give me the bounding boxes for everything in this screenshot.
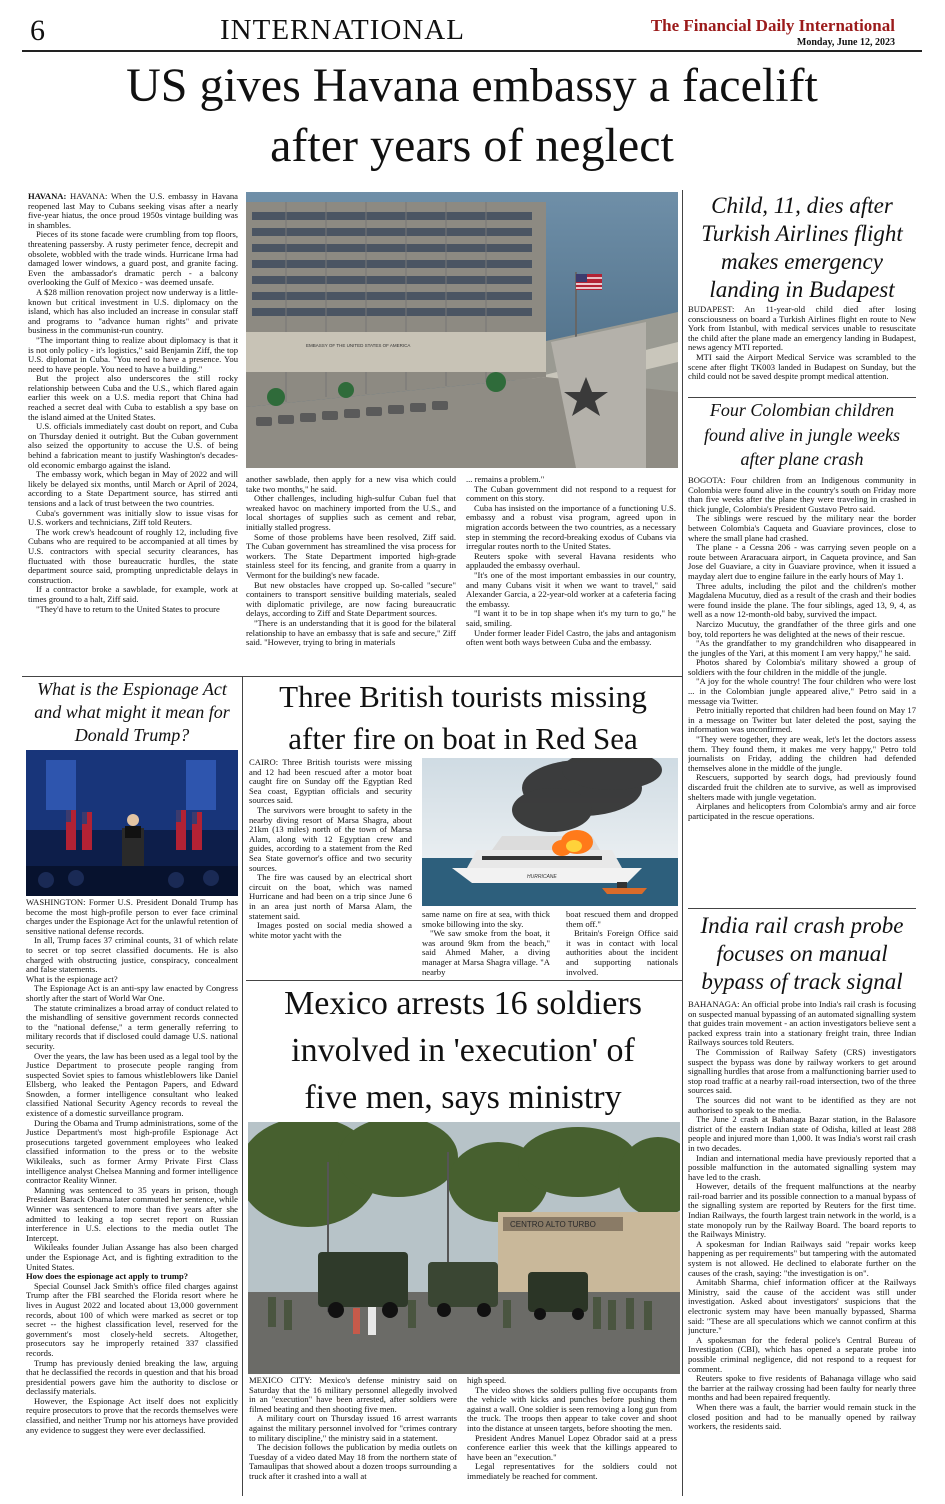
colombia-paragraph: Rescuers, supported by search dogs, had previously found discarded fruit the children ate to survive, as well as improvised shelters made with jungle vegetation. bbox=[688, 772, 916, 802]
espionage-subhead: What is the espionage act? bbox=[26, 973, 118, 984]
havana-paragraph: "The important thing to realize about diplomacy is that it is not only policy - it's logistics," said Benjamin Ziff, the top U.S. diplomat in Cuba. "You need to have a presence. You need to have people. You need to have a building." bbox=[28, 334, 238, 374]
turkish-paragraph: MTI said the Airport Medical Service was scrambled to the scene after flight TK003 landed in Budapest on Sunday, but the child could not be saved despite prompt medical attention. bbox=[688, 351, 916, 382]
boat-name-text: HURRICANE bbox=[527, 874, 557, 880]
havana-column-2 bbox=[246, 475, 456, 674]
india-paragraph: Reuters spoke to five residents of Bahanaga village who said the barrier at the railway crossing had been faulty for nearly three months and had been repaired frequently. bbox=[688, 1373, 916, 1403]
havana-headline-line-1: US gives Havana embassy a facelift bbox=[126, 59, 818, 112]
havana-headline bbox=[22, 56, 922, 176]
colombia-paragraph: The siblings were rescued by the military near the border between Colombia's Caqueta and Guaviare provinces, close to where the small plane had crashed. bbox=[688, 513, 916, 543]
havana-paragraph: Other challenges, including high-sulfur Cuban fuel that wreaked havoc on machinery imported from the U.S., and local shortages of supplies such as cement and rebar, initially stalled progress. bbox=[246, 493, 456, 532]
mexico-paragraph: The decision follows the publication by media outlets on Tuesday of a video dated May 18 from the northern state of Tamaulipas that showed about a dozen troops surrounding a truck after it crashed into a wall at bbox=[249, 1442, 457, 1481]
havana-paragraph: U.S. officials immediately cast doubt on report, and Cuba on Thursday denied it outright. But the Cuban government also seized the opportunity to accuse the U.S. of being behind a fabrication meant to justify Washington's decades-old economic embargo against the island. bbox=[28, 421, 238, 470]
india-paragraph: BAHANAGA: An official probe into India's rail crash is focusing on suspected manual bypassing of an automated signalling system that guides train movement - an action investigators believe sent a packed express train into a stationary freight train, three Indian Railways sources told Reuters. bbox=[688, 1000, 916, 1048]
redsea-headline-line-1: Three British tourists missing bbox=[279, 679, 647, 714]
redsea-column-1 bbox=[249, 758, 412, 980]
colombia-paragraph: "They were together, they are weak, let's let the doctors assess them. They found them, it makes me very happy," Petro told journalists on Friday, adding the children had defended themselves alone in the middle of the jungle. bbox=[688, 734, 916, 773]
india-paragraph: The Commission of Railway Safety (CRS) investigators suspect the bypass was done by railway workers to get around signalling hurdles that arose from a malfunctioning barrier used to stop road traffic at a nearby rail-road intersection, two of the three sources said. bbox=[688, 1046, 916, 1096]
havana-paragraph: The embassy work, which began in May of 2022 and will likely be delayed six months, until March or April of 2024, according to a State Department source, has stirred anti tensions and a lack of trust between the two countries. bbox=[28, 469, 238, 508]
section-title: INTERNATIONAL bbox=[220, 14, 465, 46]
espionage-paragraph: In all, Trump faces 37 criminal counts, 31 of which relate to secret or top secret classified documents. He is also charged with obstructing justice, conspiracy, concealment and false statements. bbox=[26, 935, 238, 975]
espionage-paragraph: During the Obama and Trump administrations, some of the Justice Department's most high-profile Espionage Act prosecutions targeted government employees who leaked classified information to the press or to the website Wikileaks, such as former Army Private First Class intelligence analyst Chelsea Manning and former intelligence contractor Reality Winner. bbox=[26, 1117, 238, 1186]
mexico-headline-line-3: five men, says ministry bbox=[304, 1079, 622, 1116]
india-paragraph: A spokesman for the federal police's Central Bureau of Investigation (CBI), which has opened a separate probe into possible criminal negligence, did not respond to a request for comment. bbox=[688, 1334, 916, 1374]
india-paragraph: Indian and international media have previously reported that a possible malfunction in the automated signalling system may have led to the crash. bbox=[688, 1152, 916, 1182]
india-paragraph: Amitabh Sharma, chief information officer at the Railways Ministry, said the cause of the accident was still under investigation. Asked about investigators' suspicions that the electronic system may have been manually bypassed, Sharma said: "These are all speculations which we cannot confirm at this juncture." bbox=[688, 1277, 916, 1336]
left-column-divider bbox=[242, 676, 243, 1496]
colombia-paragraph: Airplanes and helicopters from Colombia's army and air force participated in the rescue operations. bbox=[688, 801, 916, 821]
issue-date: Monday, June 12, 2023 bbox=[796, 37, 895, 48]
colombia-paragraph: Petro initially reported that children had been found on May 17 in a message on Twitter but later deleted the post, saying the information was unconfirmed. bbox=[688, 705, 916, 735]
header-rule bbox=[22, 50, 922, 52]
havana-paragraph: Under former leader Fidel Castro, the jabs and antagonism often went both ways between Cuba and the embassy. bbox=[466, 627, 676, 648]
espionage-paragraph: The statute criminalizes a broad array of conduct related to the mishandling of sensitive government records connected to the "national defense," a term generally referring to military records that if disclosed could damage U.S. national security. bbox=[26, 1002, 238, 1051]
mexico-column-2 bbox=[467, 1376, 677, 1496]
turkish-paragraph: BUDAPEST: An 11-year-old child died after losing consciousness on board a Turkish Airlines flight en route to New York from Istanbul, with medical services unable to resuscitate the child after the plane made an emergency landing in Budapest, news agency MTI reported. bbox=[688, 305, 916, 353]
havana-paragraph: Cuba has insisted on the importance of a functioning U.S. embassy and a robust visa program, agreed upon in migration accords between the two countries, as a necessary step in stemming the record-breaking exodus of Cubans via irregular routes north to the United States. bbox=[466, 502, 676, 552]
havana-paragraph: But the project also underscores the still rocky relationship between Cuba and the U.S., which flared again earlier this week on a U.S. media report that China had reached a secret deal with Cuba to establish a spy base on the island aimed at the United States. bbox=[28, 373, 238, 422]
colombia-paragraph: Photos shared by Colombia's military showed a group of soldiers with the four children in the middle of the jungle. bbox=[688, 657, 916, 677]
havana-paragraph: Pieces of its stone facade were crumbling from top floors, threatening passersby. A rusty perimeter fence, decrepit and obsolete, wobbled with the trade winds. Hurricane Irma had damaged lower windows, a guard post, and granite facing. Even the ambassador's dramatic perch - a balcony overlooking the Gulf of Mexico - was deemed unsafe. bbox=[28, 229, 238, 288]
espionage-photo bbox=[26, 750, 238, 896]
colombia-paragraph: "As the grandfather to my grandchildren who disappeared in the jungles of the Yari, at this moment I am very happy," he said. bbox=[688, 638, 916, 658]
mexico-paragraph: The video shows the soldiers pulling five occupants from the vehicle with kicks and punches before pushing them against a wall. One soldier is seen removing a long gun from the truck. The troops then appear to take cover and shoot into the distance at unseen targets, before shooting the men. bbox=[467, 1384, 677, 1433]
colombia-paragraph: The plane - a Cessna 206 - was carrying seven people on a route between Araracuara airport, in Caqueta province, and San Jose del Guaviare, a city in Guaviare province, when it issued a mayday alert due to engine failure in the early hours of May 1. bbox=[688, 542, 916, 581]
mexico-paragraph: A military court on Thursday issued 16 arrest warrants against the military personnel involved for "crimes contrary to military discipline," the ministry said in a statement. bbox=[249, 1413, 457, 1443]
havana-paragraph: "It's one of the most important embassies in our country, and many Cubans visit it when we want to travel," said Alexander Garcia, a 22-year-old worker at a cafeteria facing the embassy. bbox=[466, 569, 676, 609]
espionage-paragraph: The Espionage Act is an anti-spy law enacted by Congress shortly after the start of World War One. bbox=[26, 983, 238, 1003]
turkish-headline: Child, 11, dies after Turkish Airlines flight makes emergency landing in Budapest bbox=[701, 193, 903, 302]
mexico-headline-line-2: involved in 'execution' of bbox=[291, 1032, 635, 1069]
havana-paragraph: ... remains a problem." bbox=[466, 475, 545, 484]
havana-embassy-photo bbox=[246, 192, 678, 468]
colombia-article bbox=[688, 476, 916, 904]
havana-headline-line-2: after years of neglect bbox=[270, 119, 674, 172]
colombia-headline: Four Colombian children found alive in jungle weeks after plane crash bbox=[704, 400, 900, 469]
redsea-paragraph: Images posted on social media showed a white motor yacht with the bbox=[249, 920, 412, 940]
havana-paragraph: If a contractor broke a sawblade, for example, work at times ground to a halt, Ziff said. bbox=[28, 584, 238, 604]
havana-paragraph: Cuba's government was initially slow to issue visas for U.S. workers and technicians, Ziff told Reuters. bbox=[28, 507, 238, 528]
havana-paragraph: The Cuban government did not respond to a request for comment on this story. bbox=[466, 483, 676, 504]
mexico-paragraph: President Andres Manuel Lopez Obrador said at a press conference earlier this week that the killings appeared to have been an "execution." bbox=[467, 1432, 677, 1462]
paper-name: The Financial Daily International bbox=[650, 16, 895, 35]
havana-column-1: HAVANA: HAVANA: When the U.S. embassy in Havana reopened last May to Cubans seeking visas after a nearly five-year hiatus, the once proud 1950s vintage building was in shambles. Pieces of its stone facade were crumbling from top floors, threatening passersby. A rusty perimeter fence, decrepit and obsolete, wobbled with the trade winds. Hurricane Irma had damaged lower windows, a guard post, and granite facing. Even the ambassador's dramatic perch - a balcony overlooking the Gulf of Mexico - was deemed unsafe. A $28 million renovation project now underway is a little-known but critical investment in U.S. diplomacy on the island, which has also included an increase in consular staff and programs to "advance human rights" and private business in the communist-run country. "The important thing to realize about diplomacy is that it is not only policy - it's logistics," said Benjamin Ziff, the top U.S. diplomat in Cuba. "You need to have a presence. You need to have people. You need to have a building." But the project also underscores the still rocky relationship between Cuba and the U.S., which flared again earlier this week on a U.S. media report that China had reached a secret deal with Cuba to establish a spy base on the island aimed at the United States. U.S. officials immediately cast doubt on report, and Cuba on Thursday denied it outright. But the Cuban government also seized the opportunity to accuse the U.S. of being behind a fabrication meant to justify Washington's decades-old economic embargo against the island. The embassy work, which began in May of 2022 and will likely be delayed six months, until March or April of 2024, according to a State Department source, has stirred anti tensions and a lack of trust between the two countries. Cuba's government was initially slow to issue visas for U.S. workers and technicians, Ziff told Reuters. The work crew's headcount of roughly 12, including five Cubans who are required to be accompanied at all times by U.S. contractors with special security clearances, has fluctuated with those bureaucratic hurdles, the state department source said, prompting unpredictable delays in construction. If a contractor broke a sawblade, for example, work at times ground to a halt, Ziff said. "They'd have to return to the United States to procure bbox=[28, 192, 238, 614]
colombia-bottom-rule bbox=[688, 908, 916, 909]
mexico-headline bbox=[246, 980, 680, 1121]
redsea-boat-fire-photo bbox=[422, 758, 678, 906]
espionage-headline: What is the Espionage Act and what might it mean for Donald Trump? bbox=[34, 679, 230, 745]
india-paragraph: A spokesman for Indian Railways said "repair works keep happening as per requirements" but tampering with the automated system is not allowed. He declined to elaborate further on the causes of the crash, saying: "the investigation is on". bbox=[688, 1238, 916, 1278]
havana-paragraph: "They'd have to return to the United States to procure bbox=[36, 603, 220, 614]
turkish-article bbox=[688, 305, 916, 397]
india-article bbox=[688, 1000, 916, 1496]
havana-paragraph: Some of those problems have been resolved, Ziff said. The Cuban government has streamlined the visa process for workers. The State Department imported high-grade stainless steel for its fencing, and granite from a quarry in Vermont for the building's new facade. bbox=[246, 531, 456, 580]
havana-paragraph: HAVANA: When the U.S. embassy in Havana reopened last May to Cubans seeking visas after a nearly five-year hiatus, the once proud 1950s vintage building was in shambles. bbox=[28, 192, 238, 230]
havana-paragraph: The work crew's headcount of roughly 12, including five Cubans who are required to be accompanied at all times by U.S. contractors with special security clearances, has fluctuated with those bureaucratic hurdles, the state department source said, prompting unpredictable delays in construction. bbox=[28, 526, 238, 585]
redsea-headline bbox=[246, 676, 680, 760]
colombia-paragraph: "A joy for the whole country! The four children who were lost ... in the Colombian jungle appeared alive," Petro said in a message via Twitter. bbox=[688, 676, 916, 706]
espionage-paragraph: However, the Espionage Act itself does not explicitly require prosecutors to prove that the records themselves were classified, and neither Trump nor his attorneys have provided any evidence to suggest they were ever declassified. bbox=[26, 1395, 238, 1435]
redsea-paragraph: same name on fire at sea, with thick smoke billowing into the sky. bbox=[422, 910, 550, 929]
india-headline: India rail crash probe focuses on manual bypass of track signal bbox=[700, 913, 904, 994]
havana-paragraph: A $28 million renovation project now underway is a little-known but critical investment in U.S. diplomacy on the island, which has also included an increase in consular staff and programs to "advance human rights" and private business in the communist-run country. bbox=[28, 286, 238, 336]
mexico-soldiers-photo bbox=[248, 1122, 680, 1374]
page-number: 6 bbox=[30, 14, 45, 47]
mexico-headline-line-1: Mexico arrests 16 soldiers bbox=[284, 985, 642, 1022]
espionage-paragraph: Trump has previously denied breaking the law, arguing that he declassified the records in question and that his broad presidential powers gave him the authority to disclose or declassify materials. bbox=[26, 1357, 238, 1397]
havana-paragraph: But new obstacles have cropped up. So-called "secure" containers to transport sensitive building materials, sealed with diplomatic privilege, are now facing bureaucratic delays, according to Ziff and State Department sources. bbox=[246, 579, 456, 619]
redsea-paragraph: The fire was caused by an electrical short circuit on the boat, which was named Hurricane and had been on a trip since June 6 in an area just north of Marsa Alam, the statement said. bbox=[249, 872, 412, 921]
espionage-paragraph: Wikileaks founder Julian Assange has also been charged under the Espionage Act, and is fighting extradition to the United States. bbox=[26, 1242, 238, 1272]
colombia-paragraph: Narcizo Mucutuy, the grandfather of the three girls and one boy, told reporters he was delighted at the news of their rescue. bbox=[688, 618, 916, 639]
redsea-paragraph: CAIRO: Three British tourists were missing and 12 had been rescued after a motor boat caught fire on Sunday off the Egyptian Red Sea coast, Egyptian officials and security sources said. bbox=[249, 758, 412, 806]
redsea-headline-line-2: after fire on boat in Red Sea bbox=[288, 721, 638, 756]
havana-paragraph: "There is an understanding that it is good for the bilateral relationship to have an embassy that is safe and secure," Ziff said. "However, trying to bring in materials bbox=[246, 617, 456, 648]
redsea-column-2 bbox=[422, 910, 550, 980]
havana-paragraph: "I want it to be in top shape when it's my turn to go," he said, smiling. bbox=[466, 608, 676, 628]
havana-paragraph: Reuters spoke with several Havana residents who applauded the embassy overhaul. bbox=[466, 550, 676, 571]
india-paragraph: However, details of the frequent malfunctions at the nearby rail-road barrier and its possible connection to a manual bypass of the signalling system are reported by Reuters for the first time. Indian Railways, the fourth largest train network in the world, is a state monopoly run by the Railway Board. The board reports to the Railways Ministry. bbox=[688, 1181, 916, 1240]
espionage-paragraph: Special Counsel Jack Smith's office filed charges against Trump after the FBI searched the Florida resort where he lives in August 2022 and located about 13,000 government records, about 100 of which were marked as secret or top secret -- the highest classification level, reserved for the government's most closely-held secrets. Altogether, prosecutors say he improperly retained 337 classified records. bbox=[26, 1280, 238, 1358]
havana-column-3 bbox=[466, 475, 676, 674]
masthead bbox=[651, 16, 895, 48]
right-column-divider bbox=[682, 190, 683, 1496]
espionage-subhead: How does the espionage act apply to trump? bbox=[26, 1271, 189, 1282]
redsea-paragraph: The survivors were brought to safety in the nearby diving resort of Marsa Shagra, about 21km (13 miles) north of the town of Marsa Alam, along with 12 Egyptian crew and guides, according to a statement from the Red Sea State governor's office and two security sources. bbox=[249, 804, 412, 873]
espionage-paragraph: WASHINGTON: Former U.S. President Donald Trump has become the most high-profile person to ever face criminal charges under the Espionage Act for the unlawful retention of sensitive national defense records. bbox=[26, 898, 238, 936]
espionage-paragraph: Over the years, the law has been used as a legal tool by the Justice Department to prosecute people ranging from suspected Soviet spies to famous whistleblowers like Daniel Ellsberg, who leaked the Pentagon Papers, and Edward Snowden, a former intelligence consultant who leaked classified National Security Agency records to reveal the existence of a domestic surveillance program. bbox=[26, 1050, 238, 1119]
mexico-paragraph: MEXICO CITY: Mexico's defense ministry said on Saturday that the 16 military personnel allegedly involved in an "execution" have been arrested, after soldiers were filmed beating and then shooting five men. bbox=[249, 1376, 457, 1414]
mexico-column-1 bbox=[249, 1376, 457, 1496]
colombia-paragraph: Three adults, including the pilot and the children's mother Magdalena Mucutuy, died as a result of the crash and their bodies were found inside the plane. The four siblings, aged 13, 9, 4, as well as a now 12-month-old baby, survived the impact. bbox=[688, 580, 916, 620]
redsea-paragraph: Britain's Foreign Office said it was in contact with local authorities about the incident and supporting nationals involved. bbox=[566, 928, 678, 977]
espionage-paragraph: Manning was sentenced to 35 years in prison, though President Barack Obama later commuted her sentence, while Winner was sentenced to more than five years after she admitted to leaking a top secret report on Russian interference in U.S. elections to the media outlet The Intercept. bbox=[26, 1184, 238, 1243]
building-sign-text: CENTRO ALTO TURBO bbox=[510, 1220, 596, 1229]
espionage-article bbox=[26, 898, 238, 1496]
india-paragraph: When there was a fault, the barrier would remain stuck in the closed position and had to be manually opened by railway workers, the residents said. bbox=[688, 1401, 916, 1432]
redsea-paragraph: boat rescued them and dropped them off." bbox=[566, 910, 678, 929]
redsea-column-3 bbox=[566, 910, 678, 980]
mexico-paragraph: Legal representatives for the soldiers could not immediately be reached for comment. bbox=[467, 1461, 677, 1481]
india-paragraph: The sources did not want to be identified as they are not authorised to speak to the media. bbox=[688, 1094, 916, 1115]
colombia-paragraph: BOGOTA: Four children from an Indigenous community in Colombia were found alive in the country's south on Friday more than five weeks after the plane they were traveling in crashed in thick jungle, Colombia's President Gustavo Petro said. bbox=[688, 476, 916, 514]
embassy-sign-text: EMBASSY OF THE UNITED STATES OF AMERICA bbox=[306, 343, 411, 348]
mexico-paragraph: high speed. bbox=[467, 1376, 507, 1385]
redsea-paragraph: "We saw smoke from the boat, it was around 9km from the beach," said Ahmed Maher, a diving manager at Marsa Shagra village. "A nearby bbox=[422, 928, 550, 977]
india-paragraph: The June 2 crash at Bahanaga Bazar station, in the Balasore district of the eastern Indian state of Odisha, killed at least 288 people and injured more than 1,000. It was India's worst rail crash in two decades. bbox=[688, 1114, 916, 1153]
havana-paragraph: another sawblade, then apply for a new visa which could take two months," he said. bbox=[246, 475, 456, 494]
